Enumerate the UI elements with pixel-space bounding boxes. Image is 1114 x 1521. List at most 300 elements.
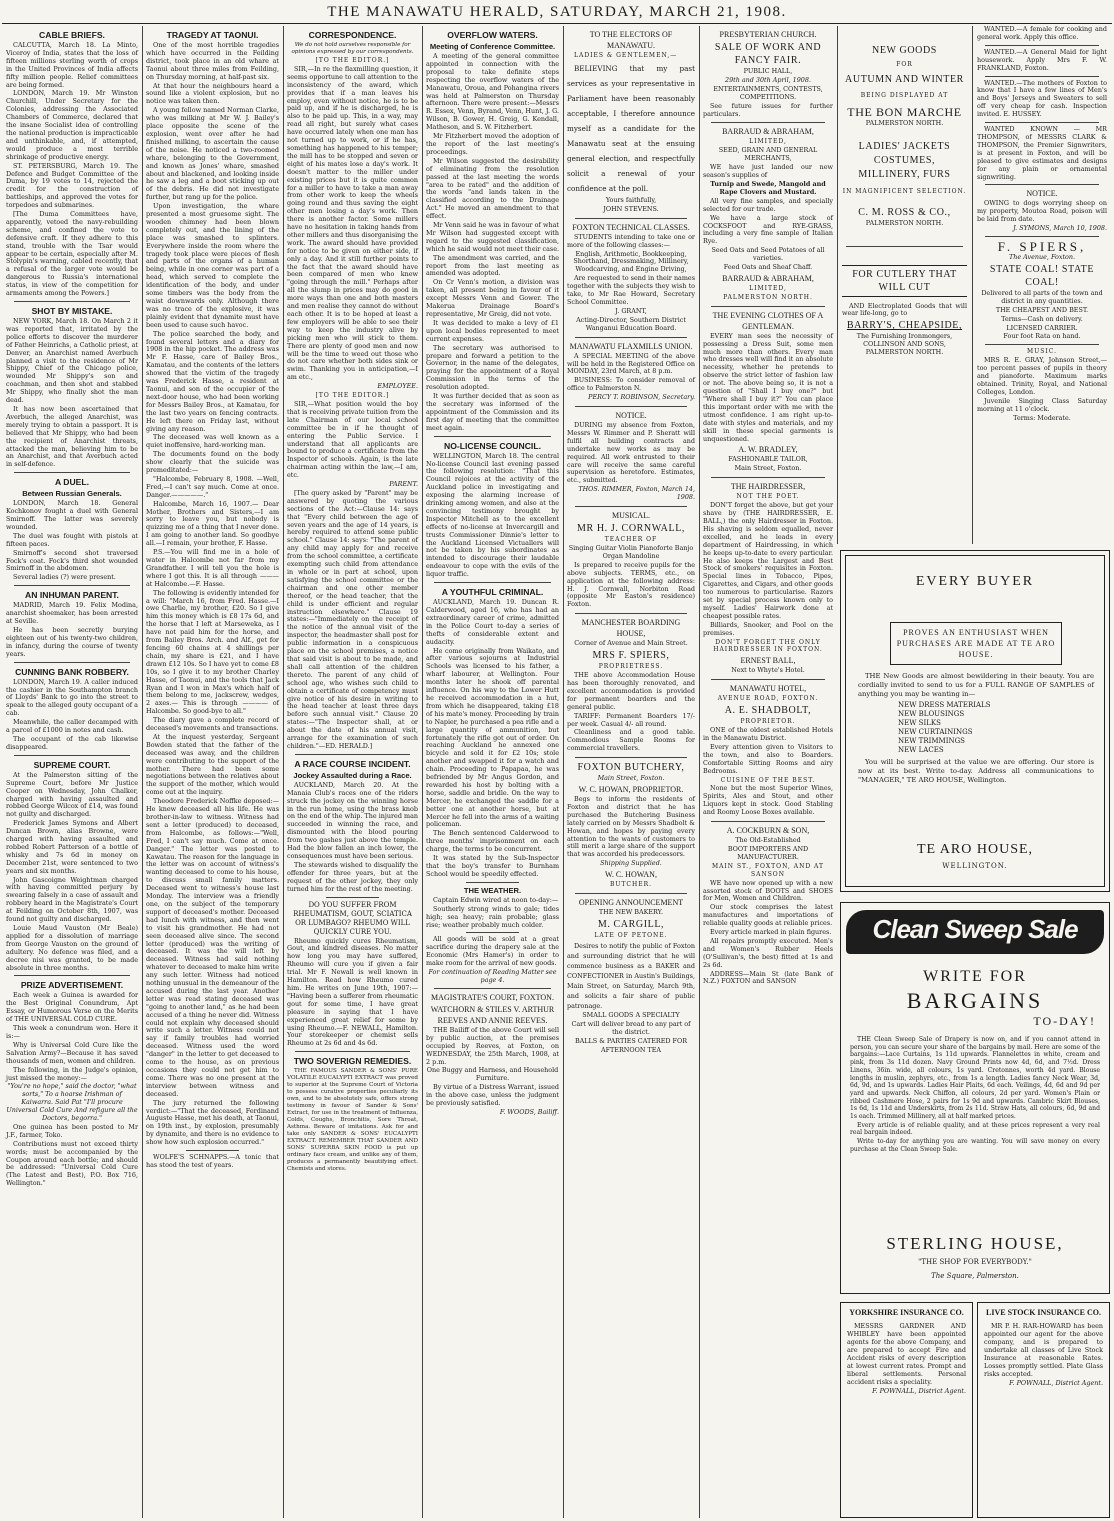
article-paragraph: The following is evidently intended for a will: "March 16, from Fred. Hasse.—I owe Charlie, my brother, £20. So I give him this money which is £8 17s 6d, and the horse that I left at Marseweka, as I have not paid him for the horse, and from Bailey Bros. Arch. and Alf., get for fencing 60 chains at 4 shillings per chain, my share is £21, and I have drawn £12 10s. So I have yet to come £8 10s, so I give it to my brother Charley Hasse, of Taonui, and the tools that Jack Ryan and I won in Max's which half of them belong to me, jackscrew, wedges, 2 axes.— This is through ———— of Halcombe. So good-bye to all."	[146, 588, 279, 716]
ad-address: Main Street, Foxton.	[597, 774, 665, 783]
article-paragraph: Southerly strong winds to gale; tides high; sea heavy; rain probable; glass rise; weather probably much colder.	[426, 904, 559, 929]
ad-body: Feed Oats and Sheaf Chaff.	[723, 263, 813, 272]
divider	[575, 893, 687, 894]
ad-text: IN MAGNIFICENT SELECTION.	[842, 187, 967, 195]
ad-product-list	[888, 701, 1094, 755]
ad-body: THE above Accommodation House has been thoroughly renovated, and excellent accommodation is provided for permanent boarders and the general public.	[567, 671, 695, 711]
clean-sweep-logo: Clean Sweep Sale	[872, 914, 1078, 944]
ad-body: THE New Goods are almost bewildering in their beauty. You are cordially invited to send to us for a FULL RANGE OF SAMPLES of anything you may be wanting in—	[858, 672, 1094, 698]
ad-address: MAIN ST., FOXTON, AND AT SANSON	[711, 862, 825, 878]
article-paragraph: The police searched the body, and found several letters and a diary for 1908 in the hip pocket. The address was Mr F. Hasse, care of Bailey Bros., Kamatau, and the contents of the letters showed that the victim of the tragedy was Frederick Hasse, a resident at Taonui, and son of the occupier of the next-door house, who had been working for Messrs Bailey Bros., at Kamatau, for the last two years on fencing contracts. He left there on Friday last, without giving any reason.	[146, 329, 279, 433]
rheumo-ad-body: Rheumo quickly cures Rheumatism, Gout, and kindred diseases. No matter how long you may have suffered, Rheumo will cure you if given a fair trial. Mr F. Newall is well known in Hamilton. Read how Rheumo cured him. He writes on June 19th, 1907:— "Having been a sufferer from rheumatic gout for some time, I have great pleasure in saying that I have experienced great relief for some by using Rheumo.—F. NEWALL, Hamilton. Your storekeeper or chemist sells Rheumo at 2s 6d and 4s 6d.	[287, 936, 418, 1048]
list-item: NEW TRIMMINGS	[898, 737, 965, 746]
column-5	[563, 26, 698, 1518]
column-2	[142, 26, 282, 1518]
disclaimer: We do not hold ourselves responsible for opinions expressed by our correspondents.	[291, 42, 414, 55]
ad-season: AUTUMN AND WINTER	[845, 73, 964, 85]
ad-boarding-house	[567, 617, 695, 753]
ad-title: THE EVENING CLOTHES OF A GENTLEMAN.	[712, 310, 824, 331]
ad-body: Terms: Moderate.	[1013, 413, 1071, 422]
letter-signature: EMPLOYEE.	[377, 382, 418, 391]
divider	[575, 406, 687, 407]
article-paragraph: LONDON, March 18. General Kochkonov fought a duel with General Smirnoff. The latter was severely wounded.	[6, 499, 138, 531]
article-paragraph: Frederick James Symons and Albert Duncan Brown, alias Browne, were charged with having assaulted and robbed Robert Patterson of a bottle of whisky and 7s 6d in money on December 21st, were sentenced to two years and six months.	[6, 819, 138, 875]
article-paragraph: The following, in the Judge's opinion, just missed the money:—	[6, 1065, 138, 1082]
article-paragraph: Contributions must not exceed thirty words; must be accompanied by the Coupon around each bottle; and should be addressed: "Universal Cold Cure (The Latest and Best), P.O. Box 716, Wellington."	[6, 1139, 138, 1188]
article-paragraph: WELLINGTON, March 18. The central No-license Council last evening passed the following resolution: "That this Council rejoices at the activity of the Auckland police in investigating and exposing the alarming increase of drinking among women, and also at the convincing testimony brought by Inspector Mitchell as to the excellent effects of no-license at Invercargill and trusts Commissioner Dinnie's letter to the Auckland Licensed Victuallers will not be taken by his subordinates as intended to discourage their laudable endeavour to cope with the evils of the liquor traffic.	[426, 451, 559, 579]
article-paragraph: The documents found on the body show clearly that the suicide was premeditated:—	[146, 450, 279, 475]
classified-ad: WANTED KNOWN — MR THOMPSON, of MESSRS CLARK & THOMPSON, the Premier Signwriters, is at present in Foxton, and will be pleased to give estimates and designs for any plain or ornamental signwriting.	[977, 125, 1107, 181]
article-paragraph: The secretary was authorised to prepare and forward a petition to the Governor, in the name of the delegates, praying for the appointment of a Royal Commission in the terms of the resolution adopted.	[426, 343, 559, 392]
ad-body: BUSINESS: To consider removal of office to Palmerston N.	[567, 376, 695, 393]
list-item: NEW DRESS MATERIALS	[898, 701, 991, 710]
divider	[434, 436, 551, 437]
article-paragraph: The jury returned the following verdict:—"That the deceased, Ferdinand Auguste Hasse, met his death, at Taonui, on 19th inst., by explosion, presumably by dynamite, and there is no evidence to show how such explosion occurred."	[146, 1098, 279, 1147]
divider	[985, 344, 1099, 345]
ad-manawatu-hotel	[703, 683, 833, 817]
ad-body: Every attention given to Visitors to the town, and also to Boarders. Comfortable Sitting Rooms and airy Bedrooms.	[703, 742, 833, 775]
ad-body: ADDRESS—Main St (late Bank of N.Z.) FOXTON and SANSON	[703, 969, 833, 986]
ad-body: AND Electroplated Goods that will wear life-long, go to	[842, 301, 967, 318]
article-paragraph: Why is Universal Cold Cure like the Salvation Army?—Because it has saved thousands of men, women and children.	[6, 1040, 138, 1065]
ad-subtitle: SALE OF WORK AND FANCY FAIR.	[714, 42, 822, 66]
ad-closing: Yours faithfully,	[605, 195, 657, 204]
ad-write-for: WRITE FOR	[923, 968, 1027, 985]
ad-sterling-slogan: "THE SHOP FOR EVERYBODY."	[918, 1258, 1032, 1266]
ad-title: NOTICE.	[615, 411, 647, 421]
ad-body: None but the most Superior Wines, Spirits, Ales and Stout, and other Liquors kept in stock. Good Stabling and Roomy Loose Boxes available.	[703, 784, 833, 817]
ad-body: ENTERTAINMENTS, CONTESTS, COMPETITIONS.	[713, 84, 823, 101]
ad-body: We have a large stock of COCKSFOOT and RYE-GRASS, including a very fine sample of Italian Rye.	[703, 213, 833, 246]
article-paragraph: It has now been ascertained that Averbuch, the alleged Anarchist, was merely trying to obtain a passport. It is believed that Mr Shippy, who had been the recipient of Anarchist threats, attacked the man, believing him to be an Anarchist, and that Averbuch acted in self-defence.	[6, 404, 138, 469]
column-8	[972, 26, 1111, 544]
letter-signature: PARENT.	[389, 480, 418, 489]
divider	[14, 662, 130, 663]
article-paragraph: The diary gave a complete record of deceased's movements and transactions.	[146, 716, 279, 733]
divider	[985, 184, 1099, 185]
ad-dates: 29th and 30th April, 1908.	[725, 75, 811, 84]
ad-evening-clothes	[703, 310, 833, 474]
article-paragraph: Several ladies (?) were present.	[13, 573, 116, 582]
column-3	[283, 26, 421, 1518]
ad-address: The Avenue, Foxton.	[1008, 253, 1076, 262]
subheadline: Meeting of Conference Committee.	[429, 42, 556, 51]
ad-body: Desires to notify the public of Foxton and surrounding district that he will commence business as a BAKER and CONFECTIONER in Austin's Buildings, Main Street, on Saturday, March 9th, and solicits a fair share of public patronage.	[567, 941, 695, 1010]
ad-store-name: THE BON MARCHE	[847, 104, 962, 119]
article-paragraph: The Bench sentenced Calderwood to three months' imprisonment on each charge, the terms to be concurrent.	[426, 829, 559, 854]
article-paragraph: One of the most horrible tragedies which have occurred in the Feilding district, took place in an old whare at Taonui about three miles from Feilding, on Thursday morning, at half-past six.	[146, 41, 279, 81]
ad-body: Delivered to all parts of the town and district in any quantities.	[981, 288, 1103, 305]
divider	[711, 306, 825, 307]
article-paragraph: LONDON, March 19. A caller induced the cashier in the Southampton branch of Lloyds' Bank to go into the street to speak to the alleged gouty occupant of a cab.	[6, 677, 138, 718]
divider	[434, 582, 551, 583]
divider	[711, 477, 825, 478]
ad-body: THE Clean Sweep Sale of Drapery is now on, and if you cannot attend in person, you can secure your share of the bargains by mail. Here are some of the bargains:—Lace Curtains, 1s 11d upwards. Flannelettes in white, cream and pink, from 3s 11d dozen. Navy Ground Prints now 4d, 6d, and 7½d. Dress Linens, 36in. wide, all colours, 1s yard. Cretonnes, worth 4d yard. Blouse lengths in muslin, zephyrs, etc., from 1s a length. Ladies fancy Neck Wear, 3d, 6d, 9d, and 1s upwards. Ladies Hair Plaits, 6d each. Veilings, 4d, 6d and 9d per yard and upwards. Neck Chiffon, all colours, 2d per yard. Women's Plain or ribbed Cashmere Hose, 2 pairs for 1s 9d and upwards. Cambric Skirt Blouses, 1s 6d, 1s 11d and Underskirts, from 2s 11d. Straw Hats, all colours, 6d, 9d and 1s each. Trimmed Millinery, all at half marked prices.	[850, 1036, 1100, 1121]
ad-address: PALMERSTON NORTH.	[723, 293, 813, 301]
ad-body: You will be surprised at the value we are offering. Our store is now at its best. Write to-day. Address all communications to "MANAGER," TE ARO HOUSE, Wellington.	[858, 758, 1094, 784]
ad-product: STATE COAL! STATE COAL!	[989, 263, 1095, 288]
ad-flaxmills-union	[567, 341, 695, 402]
ad-every-buyer-title: EVERY BUYER	[915, 574, 1035, 589]
ad-body: Juvenile Singing Class Saturday morning at 11 o'clock.	[977, 396, 1107, 413]
ad-title: FOXTON TECHNICAL CLASSES.	[572, 222, 690, 232]
ad-name: ERNEST BALL,	[740, 656, 796, 666]
ad-name: MRS F. SPIERS,	[592, 650, 670, 662]
ad-text: FOR	[896, 61, 913, 68]
ad-venue: PUBLIC HALL,	[743, 67, 793, 75]
ad-city: PALMERSTON NORTH.	[865, 218, 944, 227]
article-paragraph: Theodore Frederick Noffke deposed:—He knew deceased all his life. He was brother-in-law to witness. Witness had sent a letter (produced) to deceased, from Halcombe, as follows:—"Well, Fred, I can't say much. Come at once. Danger." The letter was posted to Kawatau. The reason for the language in the letter was on account of witness's wanting deceased to come to his house, to discuss small family matters. Deceased went to witness's house last Monday. The interview was a friendly one, on the subject of the temporary support of deceased's mother. Deceased had lunch with witness, and then went to visit his grandmother. He had not seen deceased alive since. The second letter (produced) was the writing of deceased. It was the will left by deceased. Witness had said nothing whatever to deceased to make him write any such letter. Witness had noticed nothing unusual in the demeanour of the accused during the last year. Another letter was read stating deceased was "going to another land," as he had been accused of a thing he never did. Witness could not explain why deceased should write such a letter. Witness could not say if family troubles had worried deceased. Witness used the word "danger" in the letter to get deceased to come to the house, as on previous occasions they could not get him to come. There was no one present at the interview between witness and deceased.	[146, 797, 279, 1098]
divider	[575, 506, 687, 507]
ad-body: TARIFF: Permanent Boarders 17/- per week. Casual 4/- all round.	[567, 711, 695, 728]
ad-title: MANAWATU HOTEL,	[729, 684, 807, 694]
ad-subtitle: PROPRIETOR.	[740, 718, 796, 726]
article-paragraph: The occupant of the cab likewise disappeared.	[6, 734, 138, 751]
list-item: NEW BLOUSINGS	[898, 710, 965, 719]
ad-subtitle: LIMITED,	[749, 138, 787, 146]
column-6	[699, 26, 836, 1518]
ad-body: Every article is of reliable quality, and at these prices represent a very real real bargain indeed.	[850, 1121, 1100, 1137]
divider	[985, 122, 1099, 123]
verse: "You're no hope," said the doctor, "what sorts," To a hoarse Irishman of Kaiwarra. Said Pat "I'll procure Universal Cold Cure And refigure all the Doctors, begorra."	[6, 1082, 138, 1123]
article-paragraph: It was decided to make a levy of £1 upon local bodies represented to meet current expenses.	[426, 318, 559, 343]
article-paragraph: At the Palmerston sitting of the Supreme Court, before Mr Justice Cooper on Wednesday, John Chalker, charged with having assaulted and robbed George Wilcox of £14, was found not guilty and discharged.	[6, 770, 138, 819]
article-paragraph: "Halcombe, February 8, 1908. —Well, Fred,—I can't say much. Come at once. Danger.—————."	[146, 474, 279, 499]
divider	[14, 975, 130, 976]
continuation-note: For continuation of Reading Matter see page 4.	[428, 968, 557, 984]
divider	[295, 754, 410, 755]
ad-body: A SPECIAL MEETING of the above will be held in the Registered Office on MONDAY, 23rd March, at 8 p.m.	[567, 351, 695, 376]
ad-subtitle: NOT THE POET.	[736, 493, 800, 501]
ad-every-buyer-body	[858, 672, 1094, 786]
ad-te-aro-house: TE ARO HOUSE,	[916, 842, 1034, 857]
article-paragraph: Mr Wilson suggested the desirability of eliminating from the resolution passed at the last meeting the words "area to be rated" and the addition of the words "and lands taken in the classified according to the Drainage Act." He moved an amendment to that effect.	[426, 156, 559, 221]
ad-electors	[567, 29, 695, 214]
ad-body: BELIEVING that my past services as your representative in Parliament have been reasonably acceptable, I therefore announce myself as a candidate for the Manawatu seat at the ensuing general election, and respectfully solicit a renewal of your confidence at the poll.	[567, 63, 695, 193]
ad-title: LIVE STOCK INSURANCE CO.	[986, 1308, 1101, 1317]
ad-body: BALLS & PARTIES CATERED FOR	[574, 1036, 687, 1045]
ad-rimmer-notice	[567, 410, 695, 502]
ad-body: The Furnishing Ironmongers, COLLINSON AND SONS, PALMERSTON NORTH.	[856, 332, 953, 357]
ad-name: A. E. SHADBOLT,	[724, 705, 812, 717]
ad-title: YORKSHIRE INSURANCE CO.	[849, 1308, 964, 1317]
article-paragraph: Captain Edwin wired at noon to-day:—	[433, 895, 559, 904]
ad-subtitle: THE NEW BAKERY.	[598, 908, 664, 917]
divider	[434, 988, 551, 989]
headline-youthful-criminal: A YOUTHFUL CRIMINAL.	[441, 587, 544, 598]
rheumo-ad-headline: DO YOU SUFFER FROM RHEUMATISM, GOUT, SCIATICA OR LUMBAGO? RHEUMO WILL QUICKLY CURE YOU.	[293, 900, 412, 936]
letter-paragraph: SIR,—What position would the boy that is receiving private tuition from the late Chairman of our local school committee be in if he thought of entering the Public Service. I understand that all applicants are bound to produce a certificate from the Inspector of schools. Again, is the late chairman acting within the law,—I am, etc.	[287, 399, 418, 480]
ad-body: OWING to dogs worrying sheep on my property, Moutoa Road, poison will be laid from date.	[977, 199, 1107, 224]
ad-body: Cart will deliver bread to any part of the district.	[571, 1019, 691, 1036]
ad-title: BARRAUD & ABRAHAM,	[722, 127, 814, 137]
divider	[466, 882, 519, 883]
article-paragraph: A young fellow named Norman Clarke, who was milking at Mr W. J. Bailey's place opposite the scene of the explosion, went over after he had finished milking, to ascertain the cause of the noise. He noticed a two-roomed whare, belonging to the Government, and known as Jones' whare, smashed about and blackened, and looking inside he saw a leg and a boot sticking up out of the debris. He did not investigate further, but rang up for the police.	[146, 106, 279, 202]
article-paragraph: A meeting of the general committee appointed in connection with the proposal to take definite steps respecting the overflow waters of the Manawatu, Oroua, and Pohangina rivers was held at Palmerston on Thursday afternoon. There were present:—Messrs R. Essex, Venn, Byrand, Venn, Hunt, J. G. Wilson, B. Gower, H. Greig, G. Kendall, Matheson, and S. W. Fitzherbert.	[426, 52, 559, 132]
ad-address: Next to Whyte's Hotel.	[731, 666, 805, 675]
ad-signature: F. POWNALL, District Agent.	[872, 1387, 966, 1395]
article-paragraph: MADRID, March 19. Felix Modina, anarchist shoemaker, has been arrested at Seville.	[6, 601, 138, 626]
ad-body: AFTERNOON TEA	[600, 1045, 662, 1054]
ad-signature: THOS. RIMMER, Foxton, March 14, 1908.	[578, 485, 695, 502]
article-paragraph: The amendment was carried, and the report from the last meeting as amended was adopted.	[426, 253, 559, 278]
ad-technical-classes	[567, 222, 695, 333]
masthead-title: THE MANAWATU HERALD, SATURDAY, MARCH 21, 1908.	[327, 4, 787, 20]
article-paragraph: Mr Fitzherbert moved the adoption of the report of the last meeting's proceedings.	[426, 132, 559, 156]
divider	[985, 76, 1099, 77]
ad-hairdresser	[703, 481, 833, 675]
divider	[711, 679, 825, 680]
letter-paragraph: SIR,—In re the flaxmilling question, it seems opportune to call attention to the inconsistency of the award, which provides that if a man leaves his employ, even without notice, he is to be paid up, and if he is discharged, he is also to be paid up. This, in a way, may read all right, but surely what cases have occurred lately when one man has not turned up to work, or if he has, something has happened to his temper; the mill has to be stopped and seven or eight of his mates lose a day's work. It doesn't matter to the miller under existing prices but it is quite common for a miller to have to take a man away from other work to keep the wheels going round and thus saving the eight other men losing a day's work. Then there is another factor. Some millers have no hesitation in taking hands from other millers and thus disorganising the work. The award should have provided for notice to be given on either side, if only a day. And it still further points to the fact that the award should have been compared of men who knew "going through the mill." Perhaps after all the slump in prices may do good in more ways than one and both masters and men realise they cannot do without each other. It is to be hoped at least a few employers will be able to see their way to keep the industry alive by picking men who will stick to them. There are plenty of good men and now will be the time to weed out those who do not care whether both sides sink or swim. Thanking you in anticipation,—I am etc.,	[287, 64, 418, 382]
list-item: NEW SILKS	[898, 719, 941, 728]
headline-a-duel: A DUEL.	[54, 477, 90, 488]
divider	[711, 821, 825, 822]
column-4	[422, 26, 562, 1518]
headline-supreme-court: SUPREME COURT.	[33, 759, 111, 770]
ad-subtitle: The Old-Established	[735, 836, 801, 845]
article-paragraph: ST. PETERSBURG, March 19. The Defence and Budget Committee of the Duma, by 19 votes to 14, rejected the credit for the construction of battleships, and approved the votes for torpedoes and submarines.	[6, 161, 138, 210]
ad-musical	[567, 510, 695, 609]
ad-body: Billiards, Snooker, and Pool on the premises.	[703, 620, 833, 637]
ad-body: ONE of the oldest established Hotels in the Manawatu District.	[703, 726, 833, 742]
article-paragraph: CALCUTTA, March 18. La Minto, Viceroy of India, states that the loss of fifteen millions sterling worth of crops in the United Provinces of India affects fifty million people. Relief committees are being formed.	[6, 41, 138, 89]
ad-butchery	[567, 761, 695, 889]
article-paragraph: The stewards wished to disqualify the offender for three years, but at the request of the other jockey, they only turned him for the rest of the meeting.	[287, 860, 418, 893]
article-paragraph: NEW YORK, March 18. On March 2 it was reported that, irritated by the police efforts to discover the murderer of Father Heinrichs, a Catholic priest, at Denver, an Anarchist named Averbuch planned a visit to the residence of Mr Shippy, Chief of the Chicago police, wounded Mr Shippy's son and coachman, and then shot and stabbed Mr Shippy, who finally shot the man dead.	[6, 317, 138, 405]
divider	[14, 301, 130, 302]
article-paragraph: Halcombe, March 16, 1907.— Dear Mother, Brothers and Sisters,—I am sorry to leave you, but nobody is quizzing me of a thing that I never done. I am going to another land. So goodbye all.—I remain, your brother, F. Hasse.	[146, 499, 279, 548]
ad-subtitle: BOOT IMPORTERS AND MANUFACTURER.	[727, 844, 809, 861]
ad-title: THE HAIRDRESSER,	[730, 482, 806, 492]
divider	[14, 755, 130, 756]
court-notice-title: MAGISTRATE'S COURT, FOXTON.	[431, 992, 554, 1002]
court-notice-body: By virtue of a Distress Warrant, issued in the above case, unless the judgment be previously satisfied.	[426, 1083, 559, 1108]
divider	[575, 218, 687, 219]
headline-overflow-waters: OVERFLOW WATERS.	[447, 30, 538, 40]
ad-presbyterian-fair	[703, 29, 833, 118]
article-paragraph: On Cr Venn's motion, a division was taken, all present being in favour of it except Messrs Venn and Gower. The Makerua Drainage Board's representative, Mr Greig, did not vote.	[426, 278, 559, 318]
classified-ad: WANTED.—The mothers of Foxton to know that I have a few lines of Men's and Boys' Jerseys and Sweaters to sell off very cheap for cash. Inspection invited. E. HUSSEY.	[977, 78, 1107, 119]
masthead-rule	[2, 23, 1112, 24]
ad-store-owner: C. M. ROSS & CO.,	[858, 206, 951, 218]
headline-no-license-council: NO-LICENSE COUNCIL.	[444, 440, 541, 451]
ad-body: MESSRS GARDNER AND WHIBLEY have been appointed agents for the above Company, and are prepared to accept Fire and Accident risks of every description at lowest current rates. Prompt and liberal settlements. Personal accident risks a speciality.	[847, 1322, 966, 1386]
ad-signature: W. C. HOWAN,	[605, 870, 657, 880]
ad-bargains: BARGAINS	[906, 988, 1044, 1013]
court-notice-body: THE Bailiff of the above Court will sell by public auction, at the premises occupied by Reeves, at Foxton, on WEDNESDAY, the 25th March, 1908, at 2 p.m.	[426, 1025, 559, 1066]
ad-body: SMALL GOODS A SPECIALTY	[582, 1010, 680, 1019]
ad-city: PALMERSTON NORTH.	[865, 118, 944, 127]
subheadline: Jockey Assaulted during a Race.	[293, 770, 412, 780]
ad-body: Write to-day for anything you are wanting. You will save money on every purchase at the Clean Sweep Sale.	[850, 1138, 1100, 1153]
headline-race-course-incident: A RACE COURSE INCIDENT.	[294, 758, 411, 769]
divider	[14, 472, 130, 473]
ad-name: F. SPIERS,	[997, 239, 1087, 255]
divider	[711, 122, 825, 123]
letter-paragraph: [The query asked by "Parent" may be answered by quoting the various sections of the Act:—Clause 14: says that "Every child between the age of seven years and the age of 14 years, is hereby required to attend some public school." Clause 14: says: "The parent of any child may apply for and receive from the school committee, a certificate exempting such child from attendance in whole or in part at school, upon satisfying the school committee or the chairman and one other member thereof, or the head teacher, that the child is under efficient and regular instruction elsewhere." Clause 19 states:—"Immediately on the receipt of the notice of the annual visit of the inspector, the headmaster shall post for public information in a conspicuous place on the school premises, a notice that said visit is about to be made, and shall call attention of the children thereto. The parent of any child of school age, who wishes such child to obtain a certificate of competency must give notice of his desire in writing to the head teacher at least three days before such annual visit." Clause 20 states:—"The Inspector shall, at or about the date of his annual visit, arrange for the examination of such children."—ED. HERALD.]	[287, 488, 418, 750]
ad-body: English, Arithmetic, Bookkeeping, Shorthand, Dressmaking, Millinery, Woodcarving, and Engine Driving,	[573, 249, 689, 274]
divider	[14, 585, 130, 586]
headline-bank-robbery: CUNNING BANK ROBBERY.	[15, 666, 129, 677]
article-paragraph: At that hour the neighbours heard a sound like a violent explosion, but no notice was taken then.	[146, 81, 279, 106]
ad-barraud-abraham	[703, 126, 833, 301]
ad-sterling-address: The Square, Palmerston.	[931, 1272, 1019, 1280]
ad-body: Terms—Cash on delivery.	[1001, 314, 1083, 323]
article-paragraph: Smirnoff's second shot traversed Fock's coat. Fock's third shot wounded Smirnoff in the abdomen.	[6, 548, 138, 573]
subheadline: Between Russian Generals.	[22, 489, 122, 499]
ad-body: See future issues for further particulars.	[703, 101, 833, 118]
ad-te-aro-city: WELLINGTON.	[942, 862, 1008, 870]
ad-title: MANCHESTER BOARDING HOUSE,	[581, 618, 681, 639]
article-paragraph: AUCKLAND, March 20. At the Manaia Club's races one of the riders struck the jockey on the winning horse in the run home, using the brass knob on the end of the whip. The injured man succeeded in winning the race, and dismounted with the blood pouring from two gashes just above the temple. Had the blow fallen an inch lower, the consequences must have been serious.	[287, 780, 418, 860]
ad-address: AVENUE ROAD, FOXTON.	[717, 695, 819, 703]
ad-signature: JOHN STEVENS.	[603, 204, 659, 213]
ad-sterling-house: STERLING HOUSE,	[886, 1234, 1064, 1253]
ad-text: BEING DISPLAYED AT	[860, 91, 949, 99]
article-paragraph: The duel was fought with pistols at fifteen paces.	[6, 531, 138, 548]
ad-body: Begs to inform the residents of Foxton and district that he has purchased the Butchering Business lately carried on by Messrs Shadbolt & Howan, and hopes by paying every attention to the wants of customers to still merit a large share of the support that was accorded his predecessors.	[567, 795, 695, 859]
ad-body: THE CHEAPEST AND BEST.	[995, 305, 1089, 314]
article-paragraph: This week a conundrum won. Here it is:—	[6, 1024, 138, 1040]
ad-title: FOXTON BUTCHERY,	[577, 762, 685, 774]
ad-title: MUSICAL.	[611, 511, 650, 521]
ad-title: A. COCKBURN & SON,	[726, 826, 810, 836]
classified-ad: WANTED.—A General Maid for light housework. Apply Mrs F. W. FRANKLAND, Foxton.	[977, 47, 1107, 72]
ad-address: Main Street, Foxton.	[734, 464, 802, 473]
article-paragraph: He come originally from Waikato, and after various sojourns at Industrial Schools was licensed to his father, a wharf labourer, at Wellington. Four months later he shook off parental influence. On his way to the Lower Hutt he received accommodation in a hut, from which he disappeared, taking £18 of his mate's money. Proceeding by train to Napier, he purchased a pea rifle and a large quantity of ammunition, but fortunately the rifle got out of order. On reaching Auckland he annexed one bicycle and sold it for £2 10s; stole another and swapped it for a watch and chain. Proceeding to Papapaa, he was befriended by Mr Angus Gordon, and rewarded his host by bolting with a horse, saddle and bridle. On the way to Mercer, he exchanged the saddle for a better one at another horse, but at Mercer he fell into the arms of a waiting policeman.	[426, 646, 559, 829]
article-paragraph: All goods will be sold at a great sacrifice during the drapery sale at the Economic (Mrs Hamer's) in order to make room for the arrival of new goods.	[426, 935, 559, 968]
ad-body: DURING my absence from Foxton, Messrs W. Rimmer and P. Sheratt will fulfil all building contracts and undertake new works as may be required. All work entrusted to their care will receive the same careful supervision as heretofore. Estimates, etc., submitted.	[567, 421, 695, 485]
ad-address: Corner of Avenue and Main Street.	[574, 639, 688, 648]
ad-subtitle: PROPRIETRESS.	[598, 663, 664, 671]
article-paragraph: Louie Maud Vauston (Mr Beale) applied for a dissolution of marriage from George Vauston on the ground of adultery. No defence was filed, and a decree nisi was granted, to be made absolute in three months.	[6, 924, 138, 972]
ad-body: DON'T forget the above, but get your shave by (THE HAIRDRESSER, E. BALL,) the only Hairdresser in Foxton. His shaving is seldom equalled, never excelled, and he leads in every department of Hairdressing, in which he keeps up-to-date to every particular. He also keeps the Largest and Best Stock of smokers' requisites in Foxton. Special lines in Tobacco, Pipes, Cigarettes, and Cigars, and other goods too numerous to particularise. Razors set by special process known only to myself. Ladies' Hairwork done at cheapest possible rates.	[703, 501, 833, 620]
ad-subtitle: FASHIONABLE TAILOR,	[728, 455, 808, 464]
article-paragraph: Each week a Guinea is awarded for the Best Original Conundrum, Apt Essay, or Humorous Verse on the Merits of THE UNIVERSAL COLD CURE.	[6, 991, 138, 1024]
article-paragraph: WOLFE'S SCHNAPPS.—A tonic that has stood the test of years.	[146, 1153, 279, 1169]
ad-yorkshire-insurance	[840, 1302, 973, 1518]
ad-signature: BARRAUD & ABRAHAM,	[722, 273, 814, 283]
divider	[575, 613, 687, 614]
ad-today: TO-DAY!	[1033, 1014, 1096, 1028]
ad-signature-title: Acting-Director, Southern District Wanganui Education Board.	[576, 315, 686, 332]
column-1	[3, 26, 141, 1518]
ad-body: All very fine samples, and specially selected for our trade.	[703, 196, 833, 213]
ad-body: MR P. H. RAR-HOWARD has been appointed our agent for the above company, and is prepared to undertake all classes of Live Stock Insurance at reasonable Rates. Losses promptly settled. Plate Glass risks accepted.	[984, 1322, 1103, 1378]
divider	[846, 246, 963, 247]
ad-new-bakery	[567, 897, 695, 1054]
court-notice-body: One Buggy and Harness, and Household Furniture.	[426, 1066, 559, 1083]
divider	[186, 1150, 239, 1151]
headline-cable-briefs: CABLE BRIEFS.	[39, 30, 105, 40]
ad-body: Every article marked in plain figures.	[710, 928, 832, 937]
ad-subtitle: TEACHER OF	[604, 536, 658, 544]
headline-tragedy-at-taonui: TRAGEDY AT TAONUI.	[166, 30, 259, 40]
ad-subtitle: LIMITED,	[749, 284, 787, 292]
ad-products: Turnip and Swede, Mangold and Rape Clovers and Mustard.	[710, 179, 826, 196]
ad-name: W. C. HOWAN, PROPRIETOR.	[578, 785, 684, 795]
ad-subjects: Singing Guitar Violin Pianoforte Banjo Organ Mandoline	[568, 544, 694, 560]
ad-title: MANAWATU FLAXMILLS UNION.	[569, 341, 693, 351]
ad-salutation: LADIES & GENTLEMEN,—	[574, 52, 678, 59]
headline-two-soverign-remedies: TWO SOVERIGN REMEDIES.	[293, 1056, 412, 1067]
ad-title: PRESBYTERIAN CHURCH.	[719, 30, 817, 39]
ad-cutlery-title: FOR CUTLERY THAT WILL CUT	[842, 265, 967, 297]
court-notice-signature: F. WOODS, Bailiff.	[499, 1107, 559, 1116]
ad-subtitle: SEED, GRAIN AND GENERAL MERCHANTS,	[718, 146, 818, 163]
ad-subtitle: BUTCHER.	[609, 881, 653, 889]
ad-title: OPENING ANNOUNCEMENT	[578, 898, 684, 908]
ad-body: Are requested to send in their names together with the subjects they wish to take, to Mr Rae Howard, Secretary School Committee.	[567, 274, 695, 306]
ad-name: A. W. BRADLEY,	[738, 445, 798, 455]
ad-body: MRS R. E. GRAY, Johnson Street,—too percent passes of pupils in theory and pianoforte. Maximum marks obtained. Trinity, Royal, and National Colleges, London.	[977, 356, 1107, 396]
article-paragraph: It was stated by the Sub-Inspector that the boy's transfer to Burnham School would be speedily effected.	[426, 854, 559, 878]
headline-correspondence: CORRESPONDENCE.	[308, 30, 397, 40]
divider	[985, 45, 1099, 46]
headline-prize-advertisement: PRIZE ADVERTISEMENT.	[20, 980, 124, 991]
ad-body: WE have now opened up with a new assorted stock of BOOTS and SHOES for Men, Women and Children.	[703, 878, 833, 903]
divider	[985, 236, 1099, 237]
ad-body: WE have just landed our new season's supplies of	[703, 163, 833, 180]
ad-name: M. CARGILL,	[597, 919, 665, 930]
ad-store-name: BARRY'S, CHEAPSIDE,	[846, 320, 963, 332]
article-paragraph: [The Duma Committees have, apparently, vetoed the navy-rebuilding scheme, and confined the vote to defensive craft. If they adhere to this stand, trouble with the Tsar would appear to be certain, especially after M. Stolypin's warning, cabled recently, that a refusal of the larger vote would be dangerous to Russia's international status, in view of the competition for armaments among the Powers.]	[6, 210, 138, 298]
article-paragraph: John Gascoigne Weightman charged with having committed perjury by swearing falsely in a case of assault and robbery heard in the Magistrate's Court at Feilding on October 8th, 1907, was found not guilty and discharged.	[6, 875, 138, 924]
ad-body: CUISINE OF THE BEST.	[720, 776, 816, 784]
article-paragraph: One guinea has been posted to Mr J.F., farmer, Toko.	[6, 1122, 138, 1139]
divider	[575, 337, 687, 338]
article-paragraph: It was further decided that as soon as the secretary was informed of the appointment of the Commission and its first day of meeting that the committee meet again.	[426, 392, 559, 432]
ad-body: Four foot Rata on hand.	[1003, 332, 1081, 341]
ad-body: STUDENTS intending to take one or more of the following classes:—	[567, 232, 695, 249]
ad-body: DON'T FORGET THE ONLY HAIRDRESSER IN FOXTON.	[713, 638, 823, 654]
headline-shot-by-mistake: SHOT BY MISTAKE.	[31, 306, 113, 316]
to-the-editor: [TO THE EDITOR.]	[315, 392, 390, 400]
article-paragraph: Upon investigation, the whare presented a most gruesome sight. The wooden chimney had been blown completely out, and the lining of the place was smashed to splinters. Everywhere inside the room where the tragedy took place were pieces of flesh and parts of the organs of a human being, while in one corner was part of a head, which served to complete the identification of the body, and under some timbers was the body from the waist downwards only. Although there was no trace of the explosive, it was plainly evident that dynamite must have been used to cause such havoc.	[146, 202, 279, 329]
ad-subtitle: LATE OF PETONE.	[594, 932, 668, 939]
article-paragraph: Meanwhile, the caller decamped with a parcel of £1000 in notes and cash.	[6, 718, 138, 735]
ad-cockburn-boots	[703, 825, 833, 986]
ad-title: TO THE ELECTORS OF MANAWATU.	[589, 30, 673, 50]
ad-body: Seed Oats and Seed Potatoes of all varieties.	[711, 246, 825, 263]
ad-signature: PERCY T. ROBINSON, Secretary.	[588, 393, 695, 402]
ad-products: LADIES' JACKETS COSTUMES, MILLINERY, FURS	[858, 140, 951, 180]
to-the-editor: [TO THE EDITOR.]	[315, 57, 390, 64]
ad-body: All repairs promptly executed. Men's and Women's Rubber Heels (O'Sullivan's, the best) fitted at 1s and 2s 6d.	[703, 936, 833, 969]
ad-body: EVERY man sees the necessity of possessing a Dress Suit, some men much more than others. Every man who dresses well will find it an absolute necessity, whether he pretends to observe the strict letter of fashion law or not. The above being so, it is not a question of "Shall I buy one?" but "Where shall I buy it?" You can place this important order with me with the utmost confidence. I am right up-to-date with styles and materials, and my skill in these special garments is unquestioned.	[703, 331, 833, 443]
clean-sweep-body	[850, 1036, 1100, 1155]
classified-ad: WANTED.—A female for cooking and general work. Apply this office.	[977, 26, 1107, 41]
ad-name: MR H. J. CORNWALL,	[576, 523, 686, 535]
article-paragraph: P.S.—You will find me in a hole of water in Halcombe not far from my Grandfather. I will tell you the hole is where I got this. It is all through ——— at Halcombe.—F. Hasse.	[146, 548, 279, 588]
ad-signature: J. SYMONS, March 10, 1908.	[1013, 224, 1107, 233]
ad-new-goods-title: NEW GOODS	[872, 45, 937, 56]
ad-every-buyer-tagline: PROVES AN ENTHUSIAST WHEN PURCHASES ARE MADE AT TE ARO HOUSE.	[890, 622, 1062, 665]
article-paragraph: At the inquest yesterday, Sergeant Bowden stated that the father of the deceased was away, and the children were contributing to the support of the mother. There had been some negotiations between the relatives about the support of the mother, which would come out at the inquiry.	[146, 732, 279, 797]
column-7	[837, 26, 971, 544]
eucalypti-ad-body: THE FAMOUS SANDER & SONS' PURE VOLATILE EUCALYPTI EXTRACT was proved to superior at the Supreme Court of Victoria to possess curative properties peculiarly its own, and to be absolutely safe, offers strong testimony in favour of Sander & Sons' Extract, for use in the treatment of Influenza, Colds, Coughs, Bronchitis, Sore Throat, Asthma. Beware of imitations. Ask for and take only SANDER & SONS' EUCALYPTI EXTRACT. REMEMBER THAT SANDER AND SONS' SUPERBA SKIN FOOD is put up ordinary face cream, and unlike any of them, produces a permanently beautifying effect. Chemists and stores.	[287, 1068, 418, 1173]
ad-body: Shipping Supplied.	[600, 859, 662, 868]
article-paragraph: He has been secretly burying eighteen out of his twenty-two children, in infancy, during the course of twenty years.	[6, 626, 138, 658]
court-case-title: WATCHORN & STILES V. ARTHUR REEVES AND ANNIE REEVES.	[430, 1004, 555, 1025]
ad-body: Is prepared to receive pupils for the above subjects. TERMS, etc., on application at the following address: H. J. Cornwall, Norbiton Road (opposite Mr Easton's residence) Foxton.	[567, 560, 695, 609]
divider	[295, 1051, 410, 1052]
ad-body: Cleanliness and a good table. Commodious Sample Rooms for commercial travellers.	[567, 728, 695, 753]
ad-live-stock-insurance	[977, 1302, 1110, 1518]
article-paragraph: The deceased was well known as a quiet inoffensive, hard-working man.	[146, 433, 279, 450]
list-item: NEW CURTAININGS	[898, 728, 973, 737]
ad-title: MUSIC.	[1027, 348, 1057, 356]
